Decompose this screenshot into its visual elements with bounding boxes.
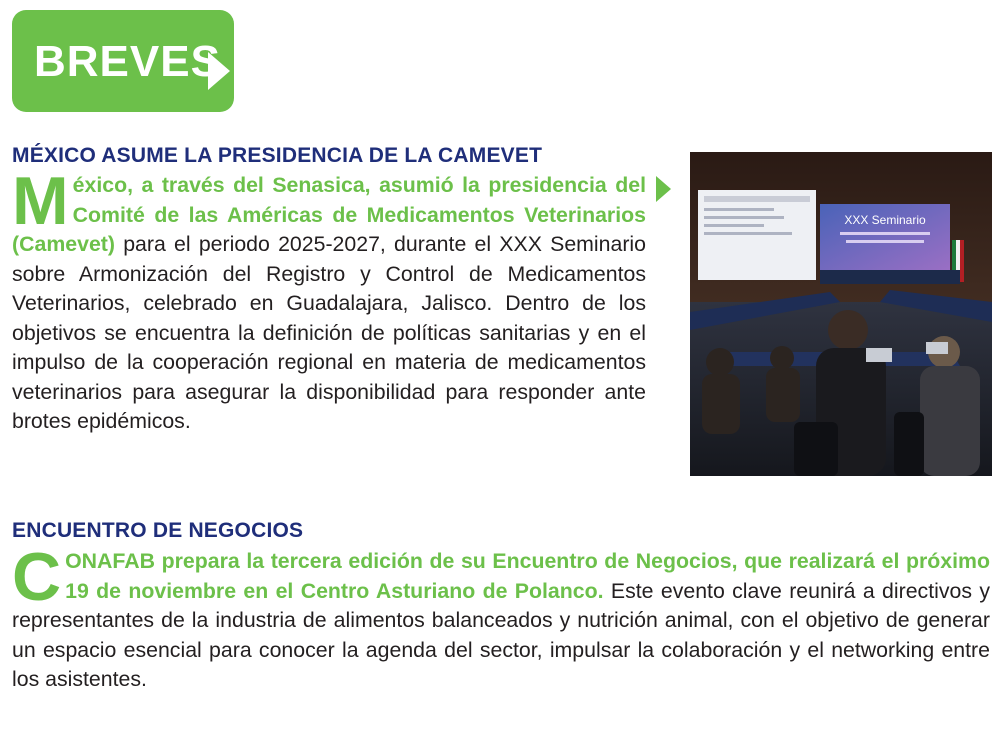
seminar-photo-illustration (690, 152, 992, 476)
screen-title: XXX Seminario (844, 213, 926, 227)
article2-dropcap: C (12, 539, 62, 615)
article1-headline: MÉXICO ASUME LA PRESIDENCIA DE LA CAMEVET (12, 144, 543, 167)
article2-headline: ENCUENTRO DE NEGOCIOS (12, 519, 304, 542)
section-label: BREVES (34, 37, 221, 86)
article1-lead: éxico, a través del Senasica, asumió la presidencia del Comité de las Américas de Medicamentos Veterinarios (Camevet) (12, 173, 646, 256)
section-badge (12, 10, 234, 112)
article2-lead: ONAFAB prepara la tercera edición de su Encuentro de Negocios, que realizará el próximo 19 de noviembre en el Centro Asturiano de Polanco. (65, 549, 990, 603)
article1-text: para el periodo 2025-2027, durante el XXX Seminario sobre Armonización del Registro y Control de Medicamentos Veterinarios, celebrado en Guadalajara, Jalisco. Dentro de los objetivos se encuentra la definición de políticas sanitarias y en el impulso de la cooperación regional en materia de medicamentos veterinarios para asegurar la disponibilidad para responder ante brotes epidémicos. (12, 232, 646, 433)
pointer-arrow-icon (656, 176, 671, 202)
article2-body (12, 539, 990, 695)
article1-body (12, 163, 646, 437)
play-arrow-icon (208, 52, 230, 90)
article1-dropcap: M (12, 163, 69, 239)
seminar-photo (690, 152, 992, 476)
article2-text: Este evento clave reunirá a directivos y representantes de la industria de alimentos balanceados y nutrición animal, con el objetivo de generar un espacio esencial para conocer la agenda del sector, impulsar la colaboración y el networking entre los asistentes. (12, 578, 990, 691)
